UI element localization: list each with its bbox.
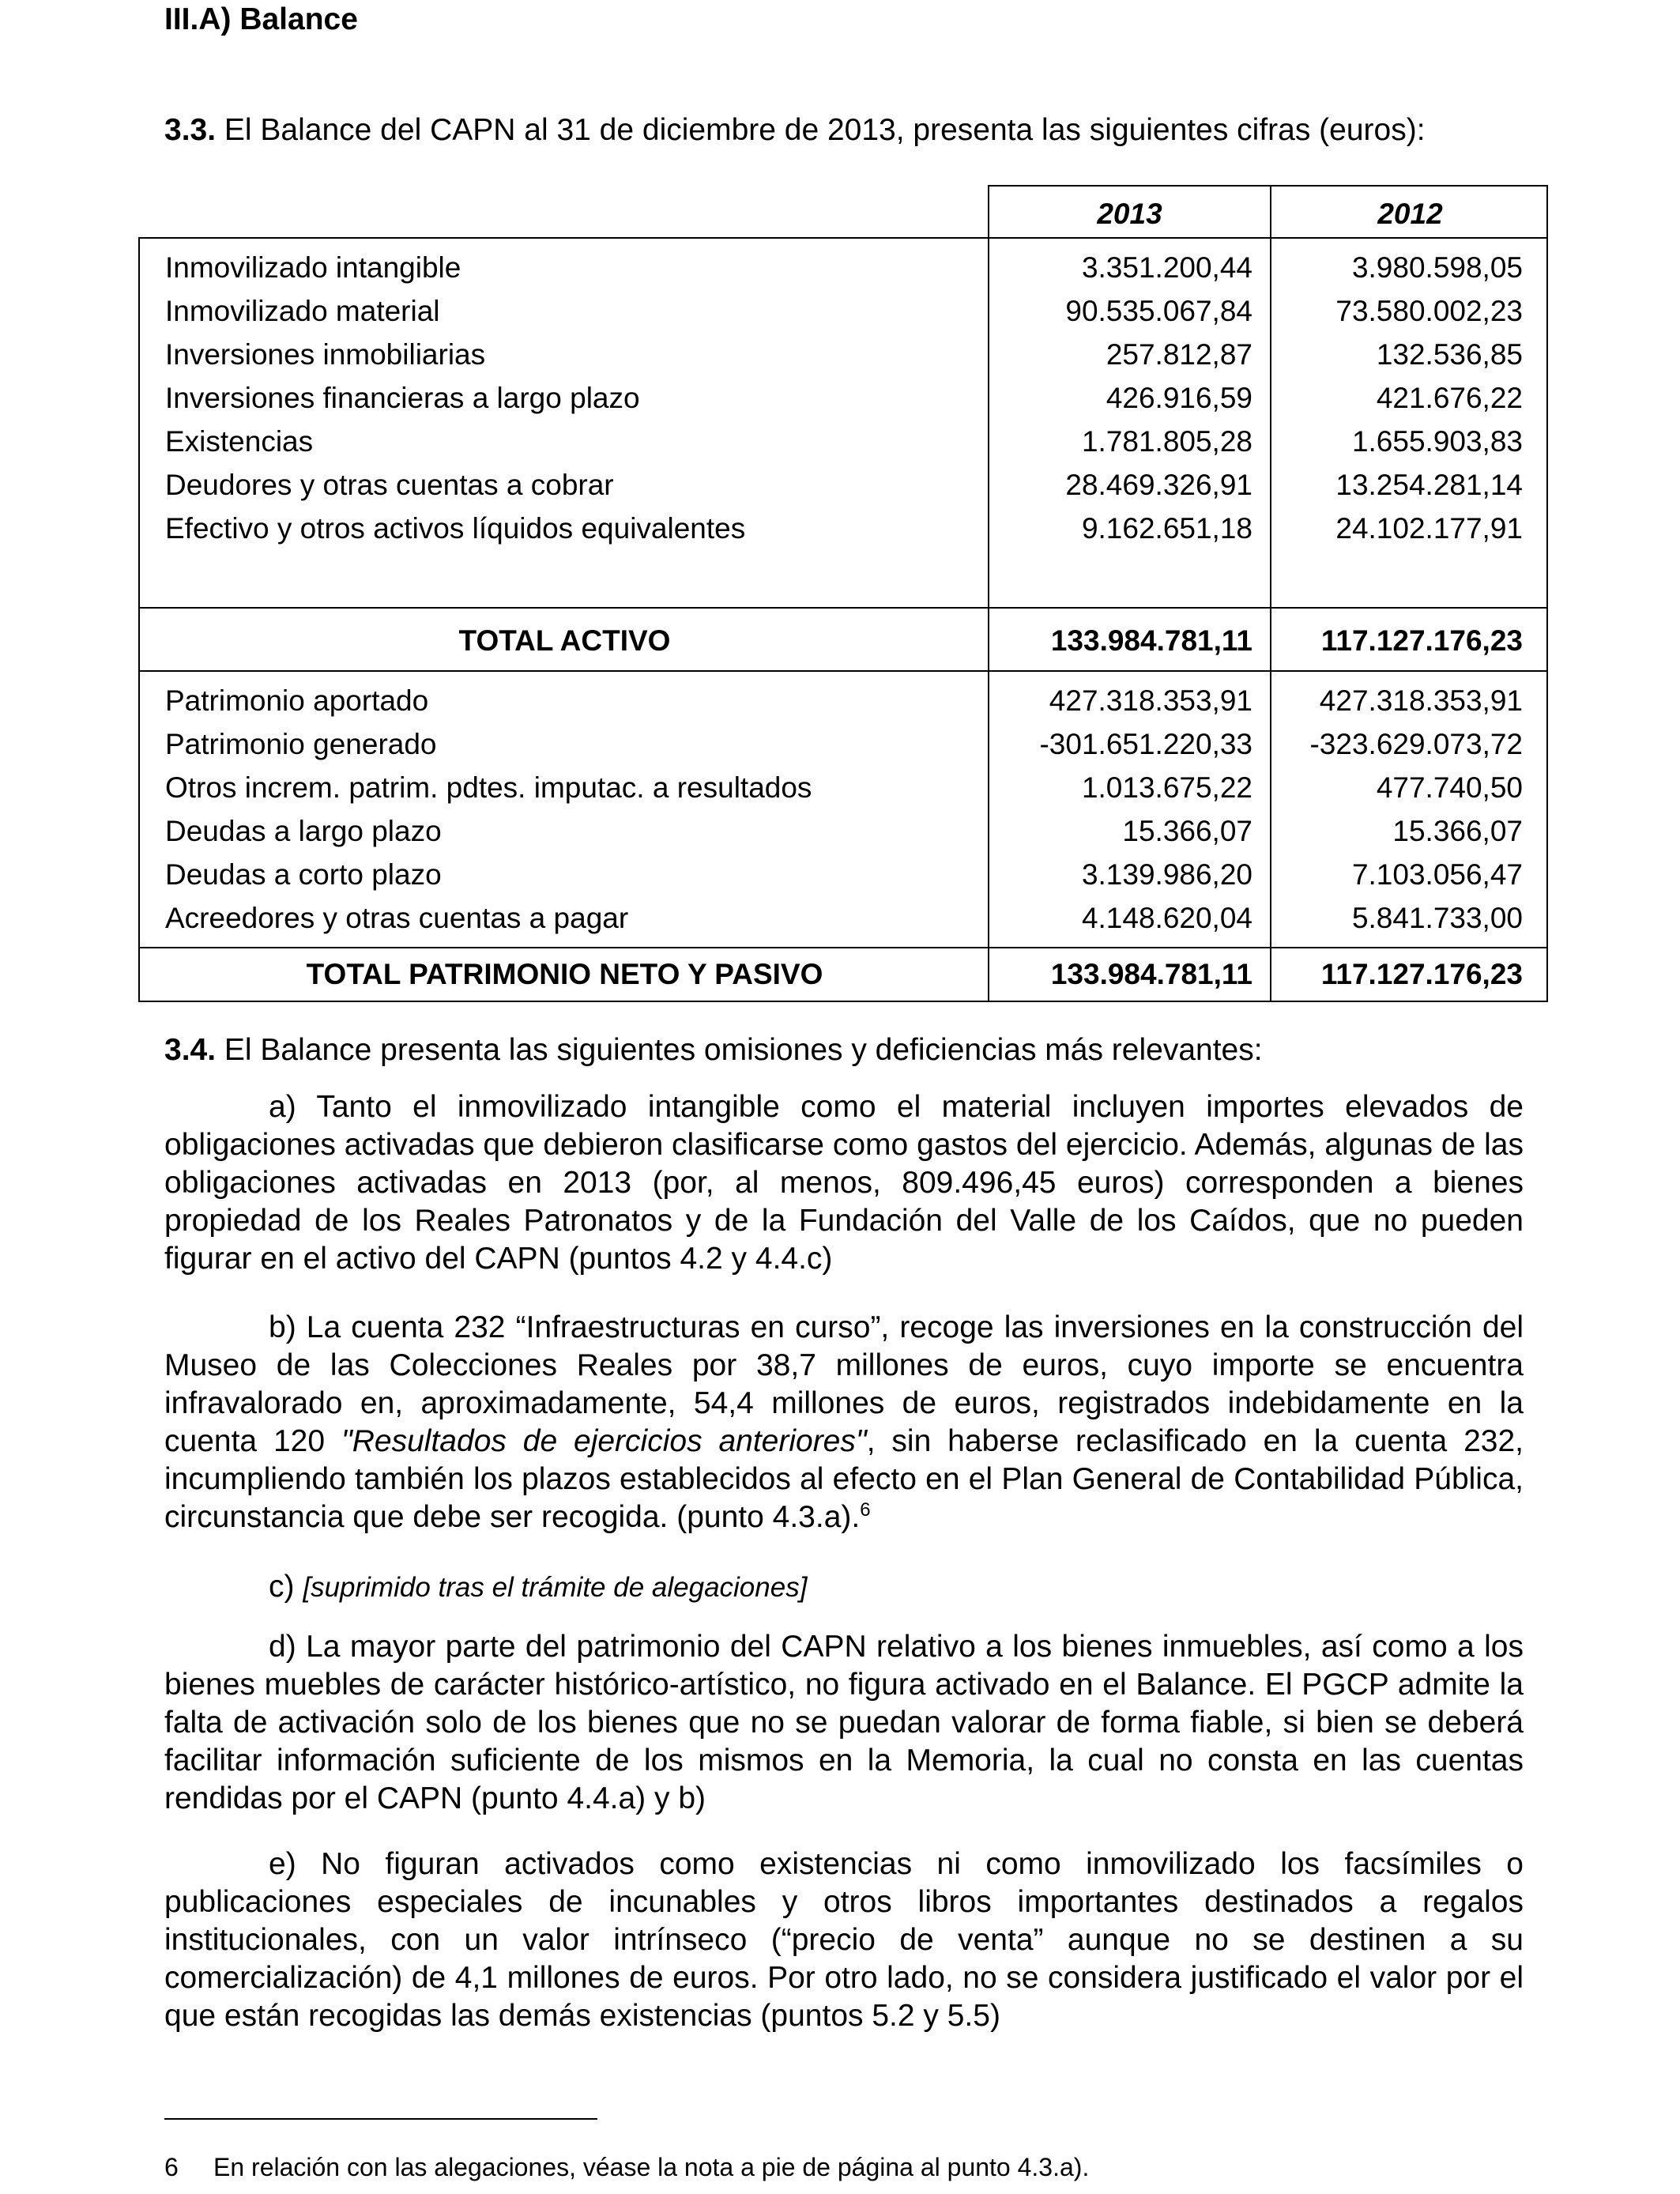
- paragraph-b-text: [164, 1309, 1524, 1536]
- row-label: Deudas a largo plazo: [165, 815, 442, 847]
- paragraph-b-post: , sin haberse reclasificado en la cuenta 232, incumpliendo también los plazos establecidos al efecto en el Plan General de Contabilidad Pública, circunstancia que debe ser recogida. (punto 4.3.a).: [164, 1424, 1524, 1534]
- paragraph-c-label: c): [269, 1570, 295, 1604]
- row-label: Patrimonio aportado: [165, 684, 429, 717]
- total-activo-label: TOTAL ACTIVO: [458, 624, 671, 657]
- value-2013: 9.162.651,18: [1081, 512, 1252, 545]
- total-pasivo-block: [138, 948, 1548, 1002]
- paragraph-c-text: [164, 1568, 1524, 1607]
- paragraph-a: [164, 1088, 1524, 1278]
- value-2012: 3.980.598,05: [1351, 251, 1523, 284]
- paragraph-d-text: d) La mayor parte del patrimonio del CAPN relativo a los bienes inmuebles, así como a los bienes muebles de carácter histórico-artístico, no figura activado en el Balance. El PGCP admite la falta de activación solo de los bienes que no se puedan valorar de forma fiable, si bien se deberá facilitar información suficiente de los mismos en la Memoria, la cual no consta en las cuentas rendidas por el CAPN (punto 4.4.a) y b): [164, 1630, 1524, 1815]
- paragraph-c: [164, 1568, 1524, 1607]
- row-label: Otros increm. patrim. pdtes. imputac. a resultados: [165, 771, 812, 804]
- value-2012: -323.629.073,72: [1309, 728, 1523, 760]
- paragraph-c-note: [suprimido tras el trámite de alegaciones]: [303, 1572, 808, 1603]
- intro-paragraph: [164, 111, 1426, 150]
- row-label: Inmovilizado material: [165, 295, 440, 327]
- table-row: [140, 288, 1546, 332]
- paragraph-e: [164, 1845, 1524, 2035]
- intro-number: 3.3.: [164, 113, 217, 147]
- intro-text: El Balance del CAPN al 31 de diciembre de 2013, presenta las siguientes cifras (euros):: [216, 113, 1426, 147]
- value-2013: 3.139.986,20: [1081, 858, 1252, 891]
- value-2013: 427.318.353,91: [1049, 684, 1252, 717]
- row-label: Inversiones financieras a largo plazo: [165, 382, 640, 414]
- value-2012: 73.580.002,23: [1335, 295, 1523, 327]
- value-2012: 132.536,85: [1376, 338, 1523, 371]
- value-2012: 24.102.177,91: [1335, 512, 1523, 545]
- header-box: [988, 185, 1548, 237]
- total-activo-2012: 117.127.176,23: [1320, 624, 1523, 657]
- table-row: [140, 852, 1546, 895]
- value-2013: 90.535.067,84: [1065, 295, 1252, 327]
- paragraph-b: [164, 1309, 1524, 1536]
- value-2013: 1.781.805,28: [1081, 425, 1252, 458]
- value-2013: 28.469.326,91: [1065, 469, 1252, 501]
- pasivo-rows: [140, 678, 1546, 939]
- value-2012: 5.841.733,00: [1351, 902, 1523, 934]
- total-activo-block: [138, 609, 1548, 672]
- value-2013: 15.366,07: [1122, 815, 1252, 847]
- value-2012: 421.676,22: [1376, 382, 1523, 414]
- activo-block: [138, 237, 1548, 609]
- row-label: Inmovilizado intangible: [165, 251, 461, 284]
- table-row: [140, 375, 1546, 419]
- table-row: [140, 332, 1546, 375]
- value-2013: 4.148.620,04: [1081, 902, 1252, 934]
- row-label: Efectivo y otros activos líquidos equivalentes: [165, 512, 746, 545]
- value-2012: 15.366,07: [1392, 815, 1523, 847]
- table-row: [140, 462, 1546, 506]
- total-pasivo-2012: 117.127.176,23: [1320, 958, 1523, 990]
- section-heading: III.A) Balance: [164, 2, 358, 36]
- section-3-4-number: 3.4.: [164, 1033, 217, 1067]
- activo-rows: [140, 245, 1546, 549]
- value-2012: 7.103.056,47: [1351, 858, 1523, 891]
- table-row: [140, 245, 1546, 288]
- table-row: [140, 722, 1546, 765]
- table-row: [140, 678, 1546, 722]
- total-pasivo-2013: 133.984.781,11: [1050, 958, 1252, 990]
- value-2013: 426.916,59: [1106, 382, 1252, 414]
- footnote-separator: [164, 2118, 597, 2120]
- table-header: [138, 185, 1548, 237]
- value-2012: 13.254.281,14: [1335, 469, 1523, 501]
- value-2013: 257.812,87: [1106, 338, 1252, 371]
- table-row: [140, 895, 1546, 939]
- value-2012: 427.318.353,91: [1319, 684, 1523, 717]
- section-3-4-text: El Balance presenta las siguientes omisiones y deficiencias más relevantes:: [216, 1033, 1263, 1067]
- total-pasivo-row: [140, 952, 1546, 995]
- paragraph-b-italic: "Resultados de ejercicios anteriores": [341, 1424, 867, 1458]
- table-row: [140, 765, 1546, 809]
- footnote-text: En relación con las alegaciones, véase la nota a pie de página al punto 4.3.a).: [213, 2153, 1090, 2181]
- table-row: [140, 419, 1546, 462]
- value-2012: 1.655.903,83: [1351, 425, 1523, 458]
- section-3-4-intro: [164, 1031, 1524, 1069]
- value-2013: -301.651.220,33: [1039, 728, 1252, 760]
- paragraph-d: [164, 1628, 1524, 1818]
- row-label: Deudas a corto plazo: [165, 858, 442, 891]
- pasivo-block: [138, 672, 1548, 948]
- total-activo-2013: 133.984.781,11: [1050, 624, 1252, 657]
- paragraph-b-pre: b) La cuenta 232 “Infraestructuras en curso”, recoge las inversiones en la construcción del Museo de las Colecciones Reales por 38,7 millones de euros, cuyo importe se encuentra infravalorado en, aproximadamente, 54,4 millones de euros, registrados indebidamente en la cuenta 120: [164, 1310, 1524, 1458]
- paragraph-e-text: e) No figuran activados como existencias ni como inmovilizado los facsímiles o publicaciones especiales de incunables y otros libros importantes destinados a regalos institucionales, con un valor intrínseco (“precio de venta” aunque no se destinen a su comercialización) de 4,1 millones de euros. Por otro lado, no se considera justificado el valor por el que están recogidas las demás existencias (puntos 5.2 y 5.5): [164, 1847, 1524, 2033]
- row-label: Existencias: [165, 425, 314, 458]
- value-2012: 477.740,50: [1376, 771, 1523, 804]
- total-pasivo-label: TOTAL PATRIMONIO NETO Y PASIVO: [306, 958, 823, 990]
- row-label: Patrimonio generado: [165, 728, 437, 760]
- row-label: Acreedores y otras cuentas a pagar: [165, 902, 629, 934]
- col-header-2013: 2013: [1097, 198, 1162, 230]
- total-activo-row: [140, 618, 1546, 662]
- balance-table: [138, 185, 1548, 1002]
- table-row: [140, 809, 1546, 852]
- table-row: [140, 506, 1546, 549]
- footnote-ref[interactable]: 6: [860, 1499, 871, 1521]
- value-2013: 3.351.200,44: [1081, 251, 1252, 284]
- paragraph-a-text: a) Tanto el inmovilizado intangible como el material incluyen importes elevados de obligaciones activadas que debieron clasificarse como gastos del ejercicio. Además, algunas de las obligaciones activadas en 2013 (por, al menos, 809.496,45 euros) corresponden a bienes propiedad de los Reales Patronatos y de la Fundación del Valle de los Caídos, que no pueden figurar en el activo del CAPN (puntos 4.2 y 4.4.c): [164, 1090, 1524, 1276]
- value-2013: 1.013.675,22: [1081, 771, 1252, 804]
- row-label: Deudores y otras cuentas a cobrar: [165, 469, 614, 501]
- footnote-number: 6: [164, 2153, 179, 2181]
- row-label: Inversiones inmobiliarias: [165, 338, 486, 371]
- col-header-2012: 2012: [1377, 198, 1443, 230]
